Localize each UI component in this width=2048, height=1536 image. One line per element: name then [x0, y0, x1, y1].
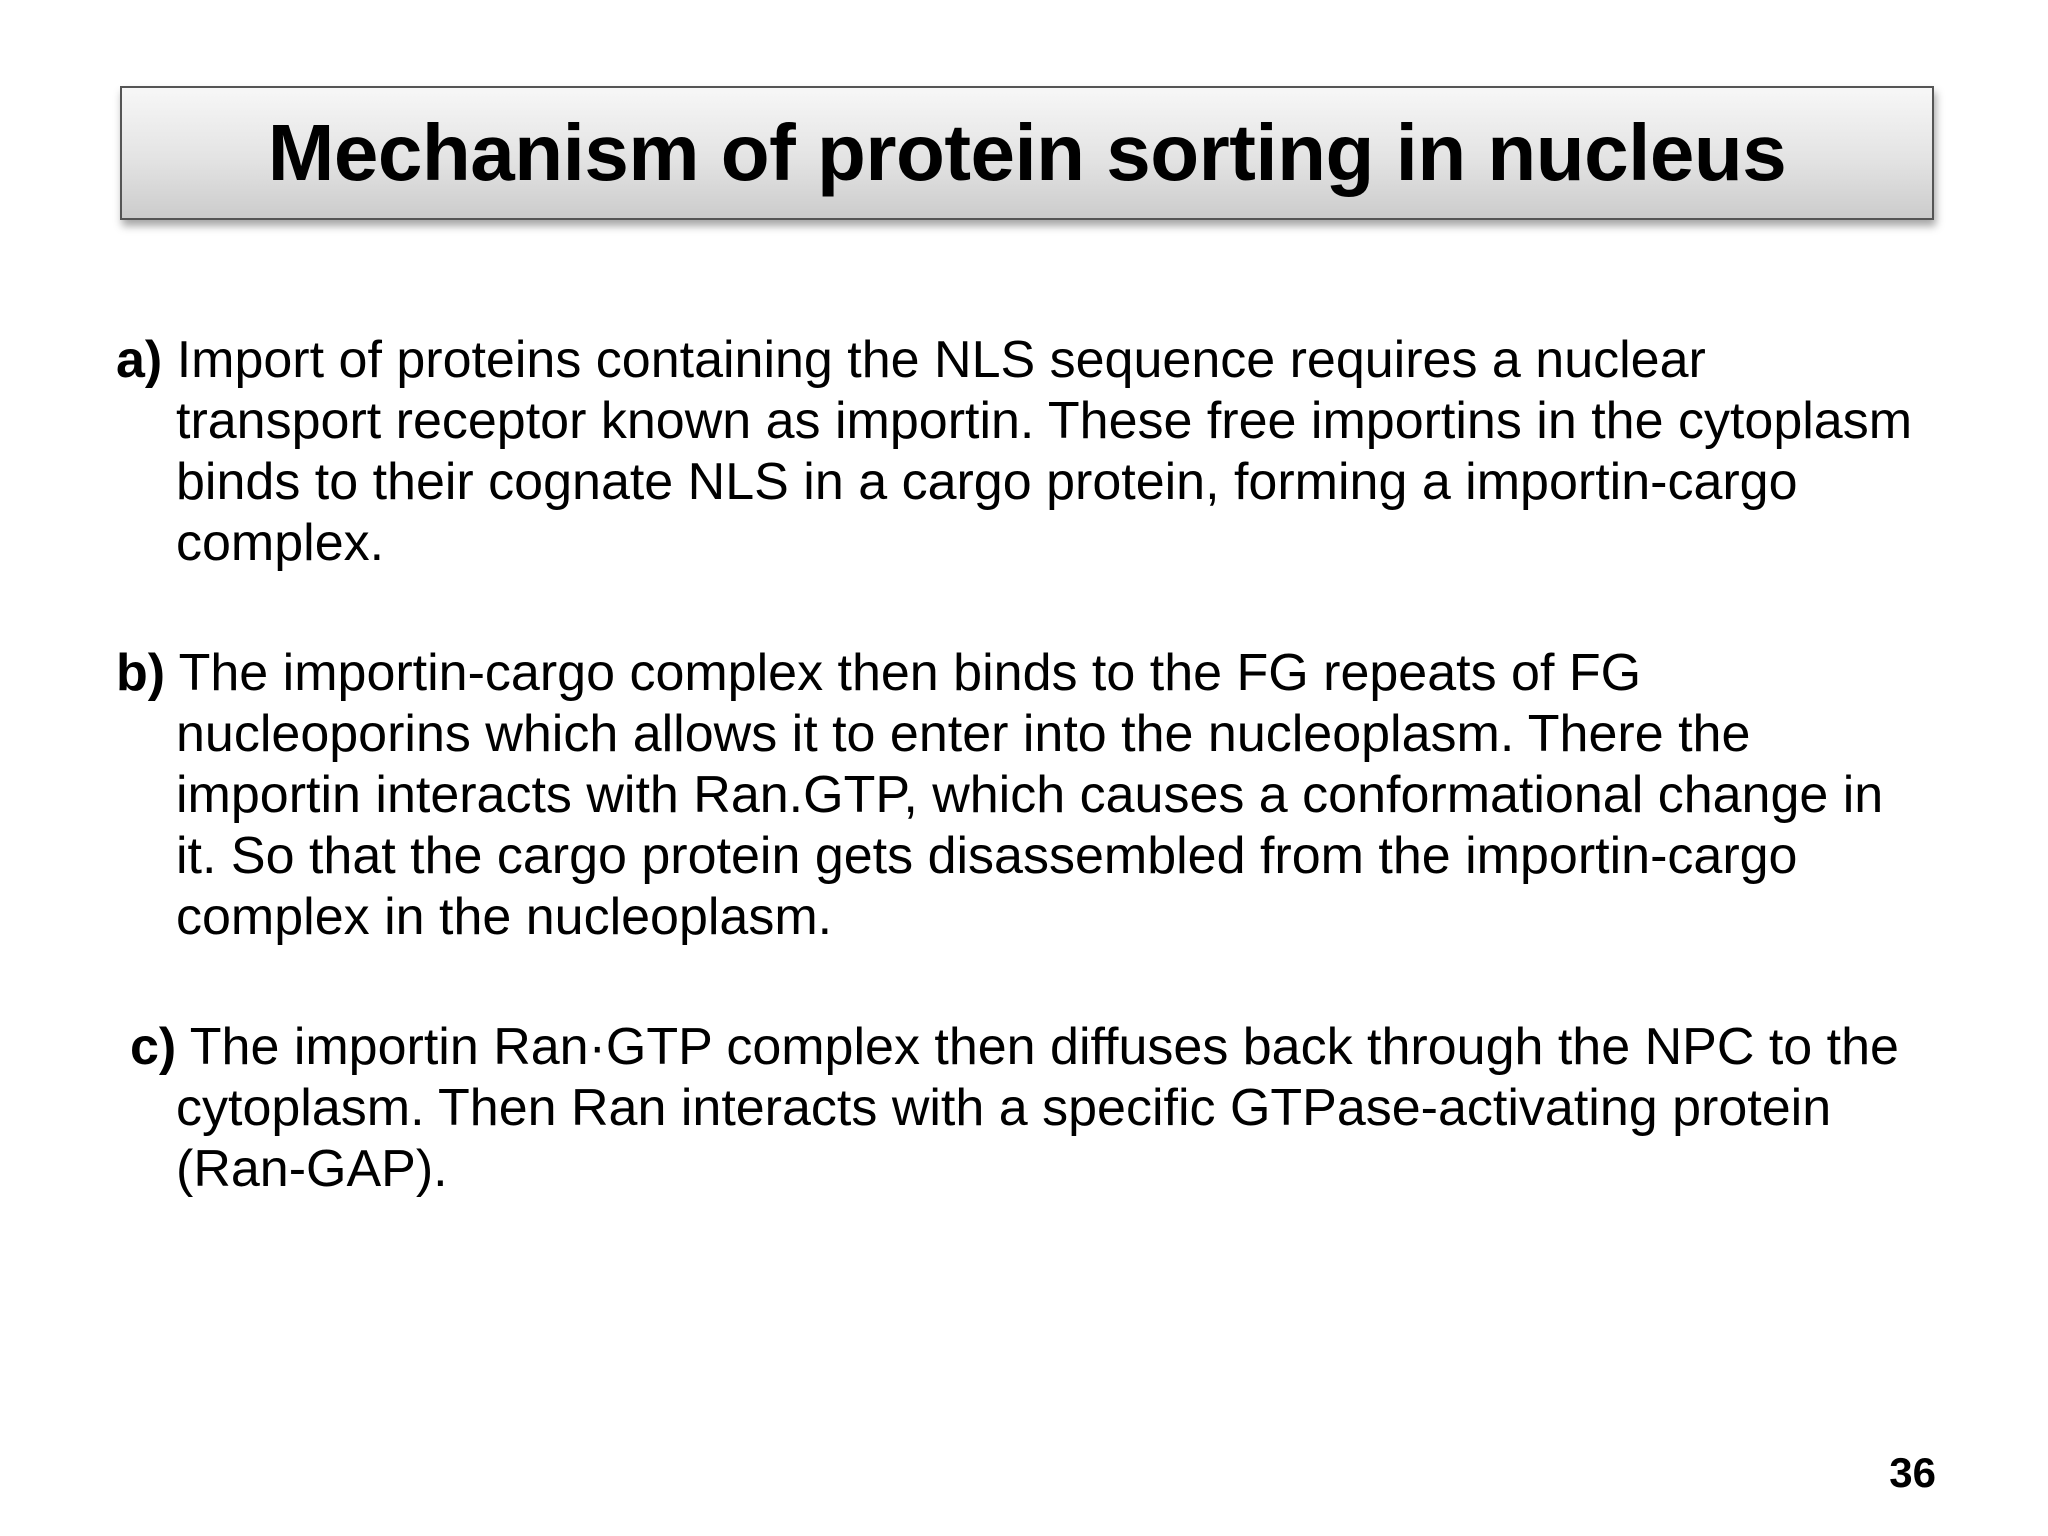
page-number: 36 [1889, 1449, 1936, 1496]
paragraph-b [116, 643, 1916, 948]
paragraph-text: The importin-cargo complex then binds to the FG repeats of FG nucleoporins which allows it to enter into the nucleoplasm. There the importin interacts with Ran.GTP, which causes a conformational change in it. So that the cargo protein gets disassembled from the importin-cargo complex in the nucleoplasm. [176, 644, 1884, 946]
slide-body [116, 330, 1916, 1200]
paragraph-text: Import of proteins containing the NLS sequence requires a nuclear transport receptor known as importin. These free importins in the cytoplasm binds to their cognate NLS in a cargo protein, forming a importin-cargo complex. [176, 331, 1913, 572]
paragraph-marker: c) [130, 1018, 177, 1076]
paragraph-marker: a) [116, 331, 163, 389]
slide-title: Mechanism of protein sorting in nucleus [267, 108, 1787, 197]
paragraph-c [130, 1017, 1916, 1200]
title-box [120, 86, 1934, 220]
paragraph-marker: b) [116, 644, 166, 702]
paragraph-text: The importin Ran·GTP complex then diffuses back through the NPC to the cytoplasm. Then Ran interacts with a specific GTPase-activating protein (Ran-GAP). [176, 1018, 1899, 1198]
paragraph-a [116, 330, 1916, 574]
